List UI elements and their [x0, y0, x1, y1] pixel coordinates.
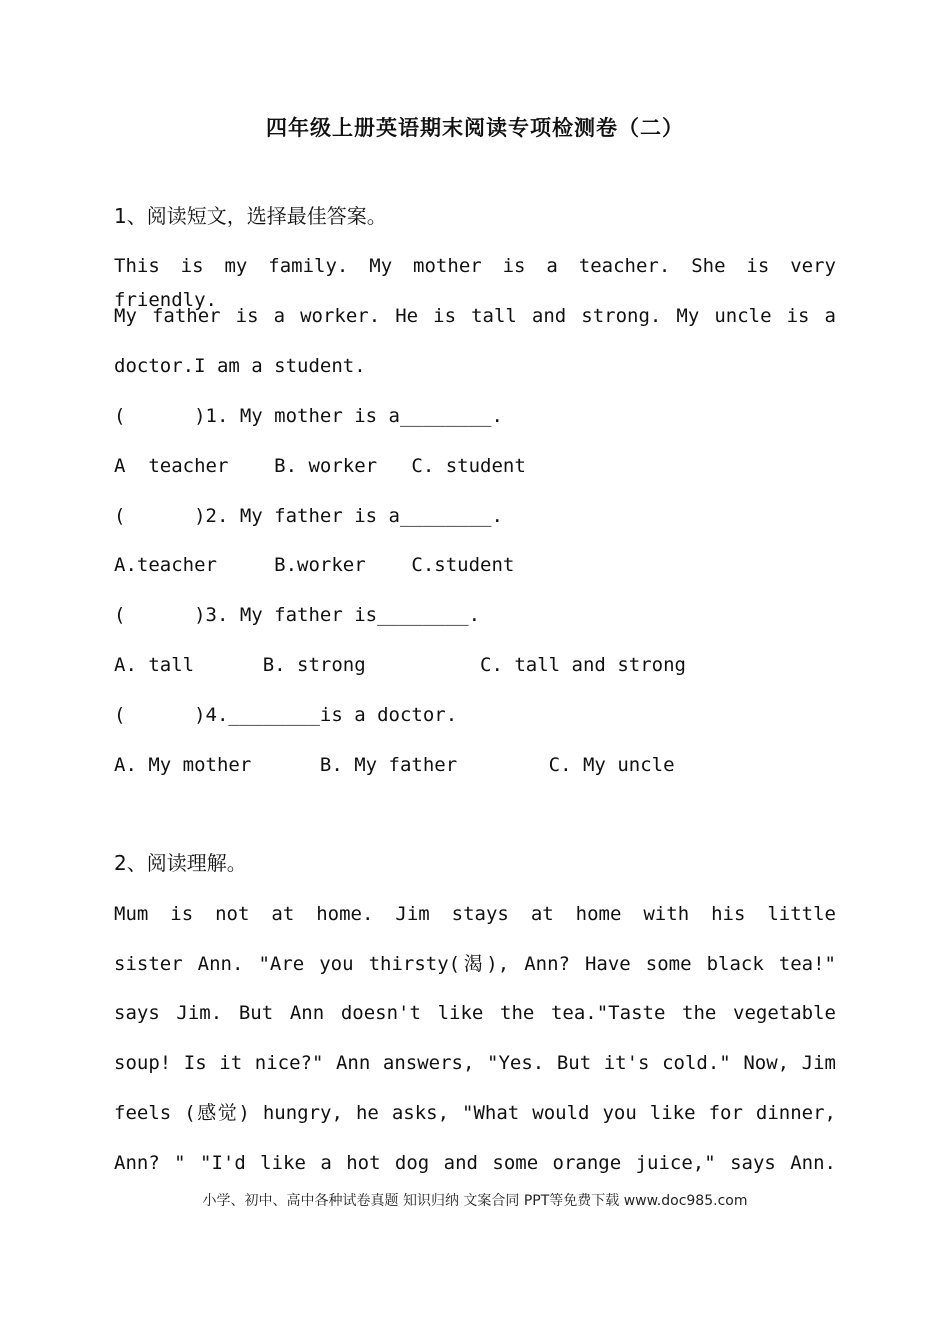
page-title: 四年级上册英语期末阅读专项检测卷（二） — [266, 116, 684, 140]
passage-1-line-2: My father is a worker. He is tall and strong. My uncle is a — [114, 305, 836, 327]
question-3-options: A. tall B. strong C. tall and strong — [114, 654, 686, 676]
passage-1-line-3: doctor.I am a student. — [114, 355, 366, 377]
question-1-stem: ( )1. My mother is a________. — [114, 405, 503, 427]
question-1-options: A teacher B. worker C. student — [114, 455, 526, 477]
passage-1-line-1: This is my family. My mother is a teacher. She is very friendly. — [114, 255, 836, 311]
page-footer: 小学、初中、高中各种试卷真题 知识归纳 文案合同 PPT等免费下载 www.doc985.com — [202, 1193, 748, 1209]
passage-2-line-5: feels (感觉) hungry, he asks, "What would you like for dinner, — [114, 1102, 836, 1124]
question-2-stem: ( )2. My father is a________. — [114, 505, 503, 527]
passage-2-line-2: sister Ann. "Are you thirsty(渴), Ann? Have some black tea!" — [114, 953, 836, 975]
passage-2-line-3: says Jim. But Ann doesn't like the tea."Taste the vegetable — [114, 1002, 836, 1024]
passage-2-line-4: soup! Is it nice?" Ann answers, "Yes. But it's cold." Now, Jim — [114, 1052, 836, 1074]
question-2-options: A.teacher B.worker C.student — [114, 554, 515, 576]
question-3-stem: ( )3. My father is________. — [114, 604, 481, 626]
passage-2-line-1: Mum is not at home. Jim stays at home with his little — [114, 903, 836, 925]
question-4-options: A. My mother B. My father C. My uncle — [114, 754, 675, 776]
section-1-heading: 1、阅读短文，选择最佳答案。 — [114, 204, 387, 228]
question-4-stem: ( )4.________is a doctor. — [114, 704, 458, 726]
passage-2-line-6: Ann? " "I'd like a hot dog and some orange juice," says Ann. — [114, 1152, 836, 1174]
section-2-heading: 2、阅读理解。 — [114, 851, 247, 875]
